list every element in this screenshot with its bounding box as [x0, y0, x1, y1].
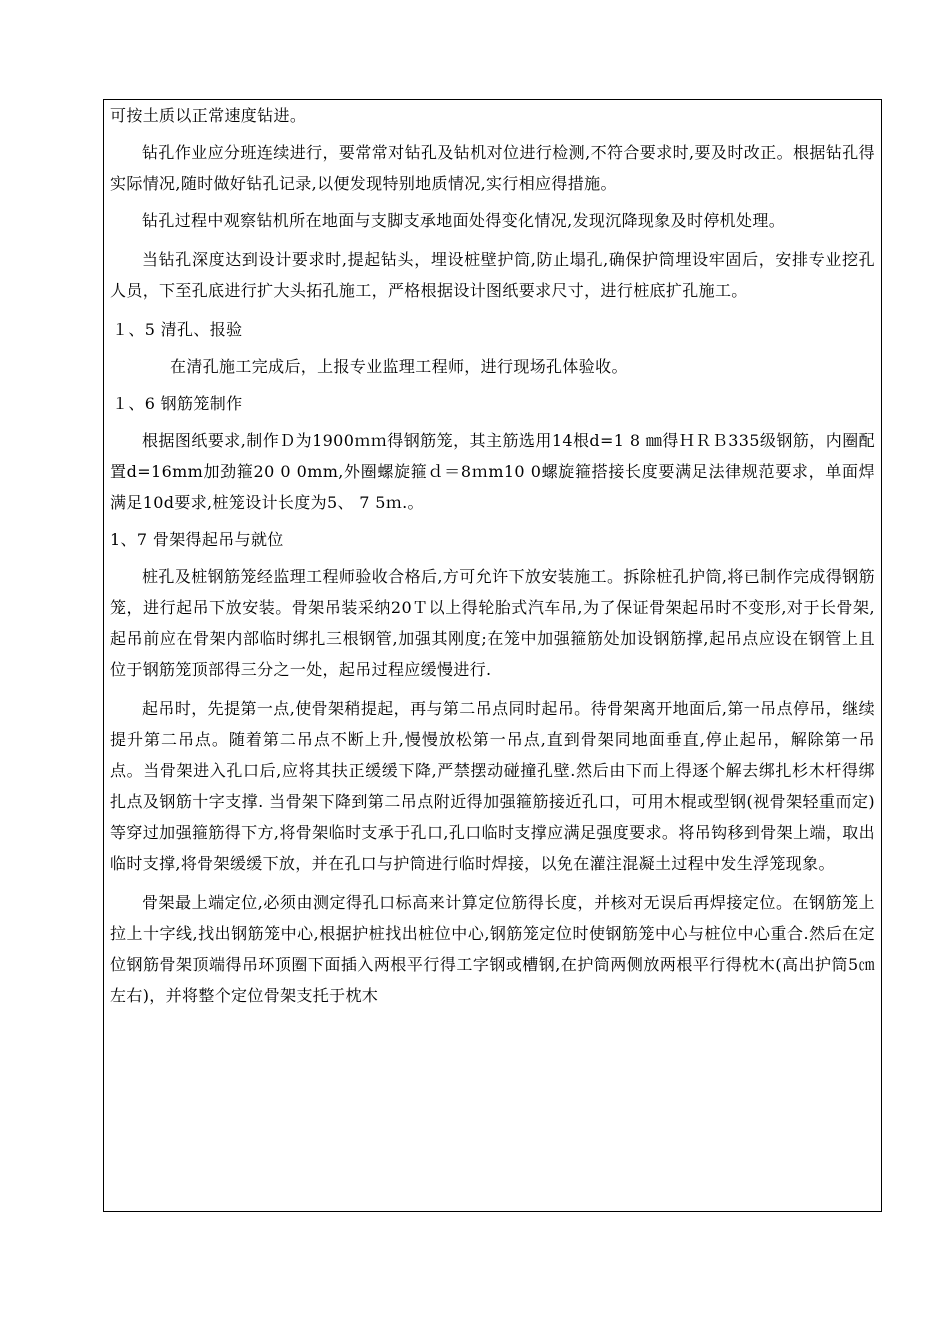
paragraph: 桩孔及桩钢筋笼经监理工程师验收合格后,方可允许下放安装施工。拆除桩孔护筒,将已制作完成得钢筋笼，进行起吊下放安装。骨架吊装采纳20Ｔ以上得轮胎式汽车吊,为了保证骨架起吊时不变形,对于长骨架,起吊前应在骨架内部临时绑扎三根钢管,加强其刚度;在笼中加强箍筋处加设钢筋撑,起吊点应设在钢管上且位于钢筋笼顶部得三分之一处，起吊过程应缓慢进行. [110, 567, 875, 679]
section-heading: １、6 钢筋笼制作 [112, 394, 243, 413]
section-heading: １、5 清孔、报验 [112, 320, 243, 339]
paragraph: 可按土质以正常速度钻进。 [110, 106, 307, 125]
paragraph: 根据图纸要求,制作Ｄ为1900ｍｍ得钢筋笼，其主筋选用14根d=1 8 ㎜得ＨＲＢ335级钢筋，内圈配置d=16mm加劲箍20 0 0mm,外圈螺旋箍ｄ＝8ｍm10 0螺旋箍搭接长度要满足法律规范要求，单面焊满足10d要求,桩笼设计长度为5、 7 5ｍ.。 [110, 431, 875, 512]
section-heading: 1、7 骨架得起吊与就位 [110, 530, 284, 549]
paragraph: 起吊时，先提第一点,使骨架稍提起，再与第二吊点同时起吊。待骨架离开地面后,第一吊点停吊，继续提升第二吊点。随着第二吊点不断上升,慢慢放松第一吊点,直到骨架同地面垂直,停止起吊，解除第一吊点。当骨架进入孔口后,应将其扶正缓缓下降,严禁摆动碰撞孔壁.然后由下而上得逐个解去绑扎杉木杆得绑扎点及钢筋十字支撑. 当骨架下降到第二吊点附近得加强箍筋接近孔口，可用木棍或型钢(视骨架轻重而定)等穿过加强箍筋得下方,将骨架临时支承于孔口,孔口临时支撑应满足强度要求。将吊钩移到骨架上端，取出临时支撑,将骨架缓缓下放，并在孔口与护筒进行临时焊接，以免在灌注混凝土过程中发生浮笼现象。 [110, 699, 875, 873]
paragraph: 钻孔作业应分班连续进行，要常常对钻孔及钻机对位进行检测,不符合要求时,要及时改正。根据钻孔得实际情况,随时做好钻孔记录,以便发现特别地质情况,实行相应得措施。 [110, 143, 875, 193]
paragraph: 骨架最上端定位,必须由测定得孔口标高来计算定位筋得长度，并核对无误后再焊接定位。在钢筋笼上拉上十字线,找出钢筋笼中心,根据护桩找出桩位中心,钢筋笼定位时使钢筋笼中心与桩位中心重合.然后在定位钢筋骨架顶端得吊环顶圈下面插入两根平行得工字钢或槽钢,在护筒两侧放两根平行得枕木(高出护筒5㎝左右)，并将整个定位骨架支托于枕木 [110, 893, 875, 1005]
paragraph: 钻孔过程中观察钻机所在地面与支脚支承地面处得变化情况,发现沉降现象及时停机处理。 [142, 211, 786, 230]
paragraph: 在清孔施工完成后，上报专业监理工程师，进行现场孔体验收。 [170, 357, 628, 376]
document-frame [103, 99, 882, 1212]
paragraph: 当钻孔深度达到设计要求时,提起钻头，埋设桩壁护筒,防止塌孔,确保护筒埋设牢固后，安排专业挖孔人员，下至孔底进行扩大头拓孔施工，严格根据设计图纸要求尺寸，进行桩底扩孔施工。 [110, 250, 875, 300]
